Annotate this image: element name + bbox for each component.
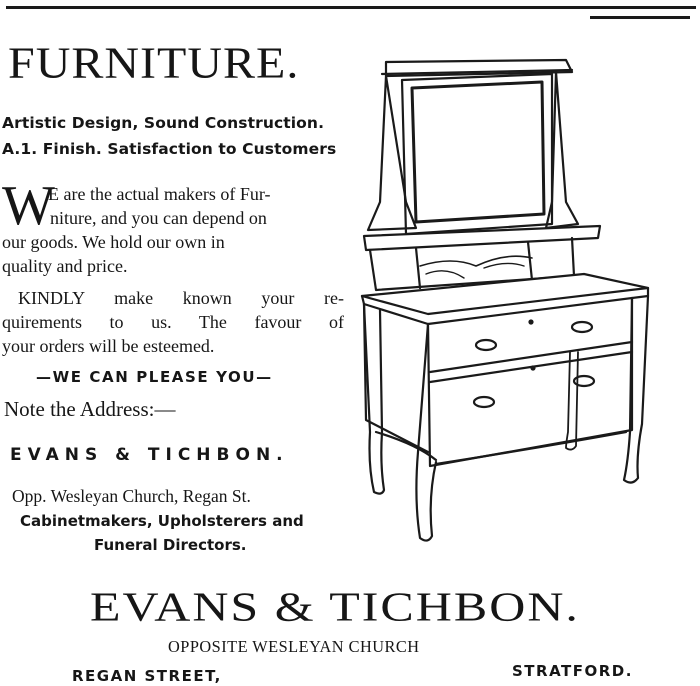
firm-name: EVANS & TICHBON. <box>10 445 289 465</box>
paragraph-line: our goods. We hold our own in <box>2 232 225 252</box>
address-note: Note the Address:— <box>4 397 176 421</box>
paragraph-line: quality and price. <box>2 256 128 276</box>
paragraph-line: quirements to us. The favour of <box>2 312 344 332</box>
paragraph-kindly <box>2 286 344 358</box>
footer-street: REGAN STREET, <box>72 667 222 685</box>
footer-firm-name: EVANS & TICHBON. <box>90 583 580 630</box>
drop-cap: W <box>2 175 55 237</box>
trades-line-1: Cabinetmakers, Upholsterers and <box>20 512 304 530</box>
paragraph-line: niture, and you can depend on <box>50 208 267 228</box>
trades-line-2: Funeral Directors. <box>94 536 247 554</box>
top-rule-short <box>590 16 690 19</box>
advert-title: FURNITURE. <box>8 38 300 88</box>
paragraph-line: KINDLY make known your re- <box>18 288 344 308</box>
footer-location: OPPOSITE WESLEYAN CHURCH <box>168 637 420 656</box>
tagline-1: Artistic Design, Sound Construction. <box>2 114 325 132</box>
paragraph-line: E are the actual makers of Fur- <box>48 184 271 204</box>
paragraph-makers <box>2 182 342 278</box>
paragraph-line: your orders will be esteemed. <box>2 336 215 356</box>
address-line: Opp. Wesleyan Church, Regan St. <box>12 486 251 506</box>
tagline-2: A.1. Finish. Satisfaction to Customers <box>2 140 337 158</box>
footer-town: STRATFORD. <box>512 662 633 680</box>
slogan: —WE CAN PLEASE YOU— <box>36 368 273 386</box>
top-rule <box>6 6 696 9</box>
dressing-table-illustration <box>356 52 652 548</box>
